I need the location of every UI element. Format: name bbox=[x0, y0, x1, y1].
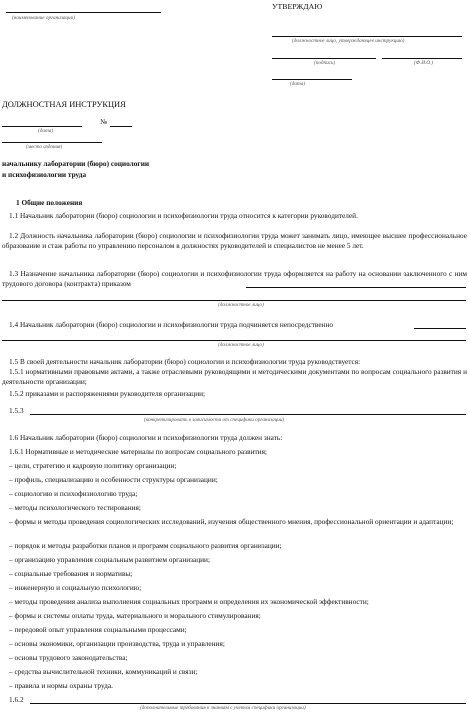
paragraph-1-5-3-hint: (конкретизировать в зависимости от специфики организации) bbox=[144, 417, 285, 423]
doc-place-hint: (место издания) bbox=[26, 144, 63, 150]
paragraph-1-3-hint: (должностное лицо) bbox=[218, 302, 264, 308]
section-heading: 1 Общие положения bbox=[16, 198, 83, 207]
fio-line[interactable] bbox=[382, 58, 462, 59]
fio-hint: (Ф.И.О.) bbox=[414, 60, 434, 66]
list-item: – профиль, специализацию и особенности структуры организации; bbox=[9, 475, 218, 484]
paragraph-1-5-1: 1.5.1 нормативными правовыми актами, а также отраслевыми руководящими и методическими документами по вопросам социального развития и деятельности организации; bbox=[2, 367, 467, 386]
paragraph-1-6-2-line[interactable] bbox=[30, 703, 466, 704]
list-item: – средства вычислительной техники, коммуникаций и связи; bbox=[9, 667, 198, 676]
doc-number-line[interactable] bbox=[110, 126, 132, 127]
approver-position-hint: (должностное лицо, утверждающее инструкцию) bbox=[292, 38, 405, 44]
org-name-hint: (наименование организации) bbox=[12, 15, 75, 21]
order-line-1[interactable] bbox=[246, 287, 466, 288]
paragraph-1-5-3-line[interactable] bbox=[30, 414, 466, 415]
list-item: – формы и методы проведения социологических исследований, изучения общественного мнения, профессиональной ориентации и адаптации; bbox=[9, 517, 454, 526]
approval-date-line[interactable] bbox=[272, 79, 352, 80]
document-title: ДОЛЖНОСТНАЯ ИНСТРУКЦИЯ bbox=[2, 100, 126, 109]
list-item: – социальные требования и нормативы; bbox=[9, 569, 133, 578]
doc-date-hint: (дата) bbox=[38, 128, 54, 134]
list-item: – социологию и психофизиологию труда; bbox=[9, 489, 138, 498]
list-item: – передовой опыт управления социальными процессами; bbox=[9, 625, 187, 634]
subject-line-2: и психофизиологии труда bbox=[2, 170, 87, 179]
list-item: – цели, стратегию и кадровую политику организации; bbox=[9, 461, 177, 470]
list-item: – методы психологического тестирования; bbox=[9, 503, 141, 512]
list-item: – инженерную и социальную психологию; bbox=[9, 583, 142, 592]
approval-date-hint: (дата) bbox=[290, 81, 306, 87]
paragraph-1-6: 1.6 Начальник лаборатории (бюро) социологии и психофизиологии труда должен знать: bbox=[9, 433, 283, 442]
paragraph-1-3: 1.3 Назначение начальника лаборатории (бюро) социологии и психофизиологии труда оформляется на работу на основании заключенного с ним трудового договора (контракта) приказом bbox=[2, 269, 467, 288]
list-item: – методы проведения анализа выполнения социальных программ и определения их экономической эффективности; bbox=[9, 597, 369, 606]
paragraph-1-6-1: 1.6.1 Нормативные и методические материалы по вопросам социального развития; bbox=[9, 447, 267, 456]
doc-place-line[interactable] bbox=[2, 142, 102, 143]
paragraph-1-5-2: 1.5.2 приказами и распоряжениями руководителя организации; bbox=[9, 389, 206, 398]
org-name-line[interactable] bbox=[6, 12, 161, 13]
paragraph-1-1: 1.1 Начальник лаборатории (бюро) социологии и психофизиологии труда относится к категории руководителей. bbox=[9, 211, 358, 220]
approve-label: УТВЕРЖДАЮ bbox=[272, 2, 323, 11]
paragraph-1-6-2: 1.6.2 bbox=[9, 695, 24, 704]
supervisor-line-2[interactable] bbox=[2, 340, 466, 341]
paragraph-1-4-hint: (должностное лицо) bbox=[218, 342, 264, 348]
paragraph-1-5: 1.5 В своей деятельности начальник лаборатории (бюро) социологии и психофизиологии труда руководствуется: bbox=[9, 357, 361, 366]
signature-line[interactable] bbox=[272, 58, 376, 59]
list-item: – правила и нормы охраны труда. bbox=[9, 681, 113, 690]
list-item: – формы и системы оплаты труда, материального и морального стимулирования; bbox=[9, 611, 261, 620]
list-item: – основы трудового законодательства; bbox=[9, 653, 128, 662]
number-sign: № bbox=[100, 117, 107, 126]
approver-position-line[interactable] bbox=[272, 36, 462, 37]
list-item: – порядок и методы разработки планов и программ социального развития организации; bbox=[9, 541, 282, 550]
subject-line-1: начальнику лаборатории (бюро) социологии bbox=[2, 159, 150, 168]
doc-date-line[interactable] bbox=[2, 126, 82, 127]
paragraph-1-6-2-hint: (дополнительные требования к знаниям с учетом специфики организации) bbox=[140, 705, 306, 711]
paragraph-1-4: 1.4 Начальник лаборатории (бюро) социологии и психофизиологии труда подчиняется непосредственно bbox=[9, 320, 334, 329]
paragraph-1-5-3: 1.5.3 bbox=[9, 406, 24, 415]
order-line-2[interactable] bbox=[2, 300, 466, 301]
list-item: – организацию управления социальным развитием организации; bbox=[9, 555, 210, 564]
signature-hint: (подпись) bbox=[314, 60, 336, 66]
list-item: – основы экономики, организации производства, труда и управления; bbox=[9, 639, 225, 648]
supervisor-line-1[interactable] bbox=[414, 328, 466, 329]
paragraph-1-2: 1.2 Должность начальника лаборатории (бюро) социологии и психофизиологии труда может занимать лицо, имеющее высшее профессиональное образование и стаж работы по управлению персоналом в должностях руководителей и специалистов не менее 5 лет. bbox=[2, 231, 467, 250]
